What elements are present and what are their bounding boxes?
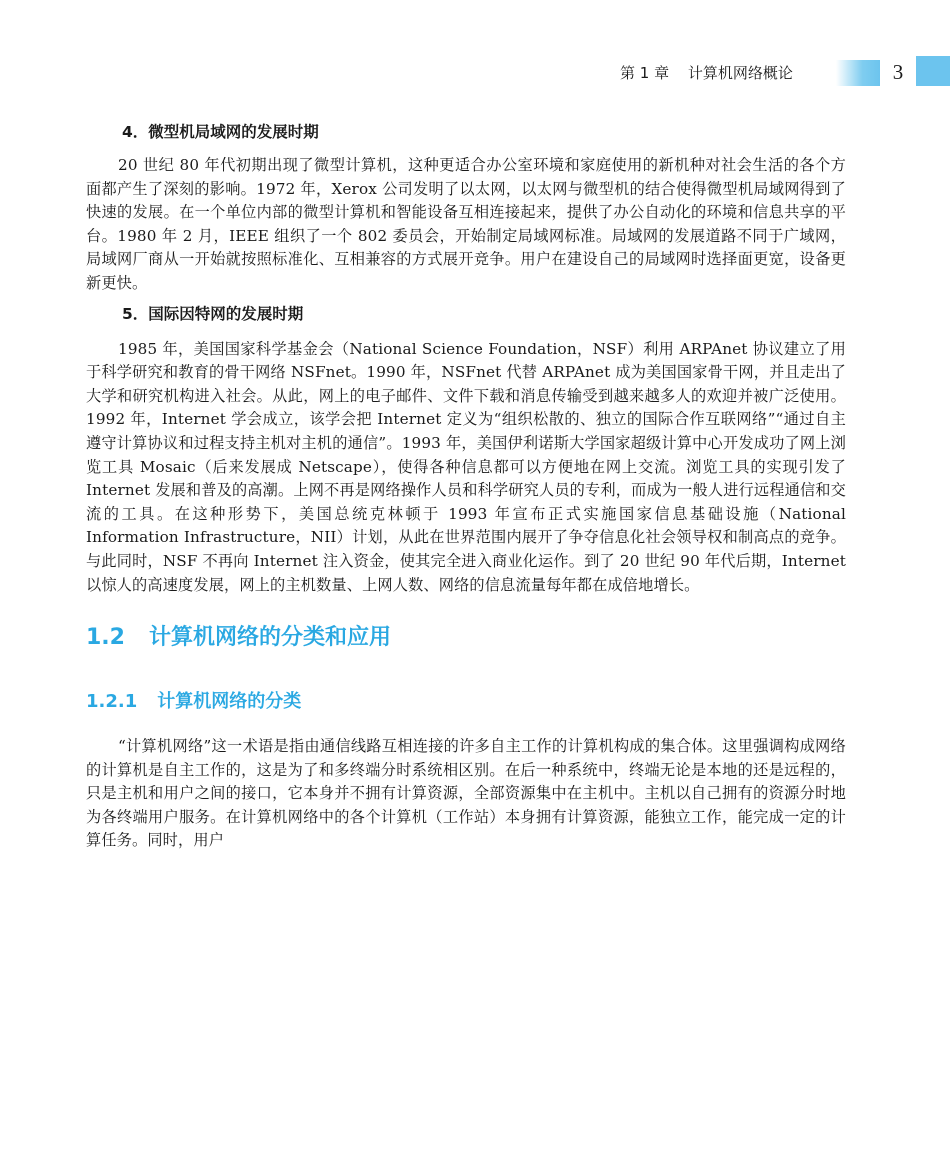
subsection-number: 1.2.1: [86, 691, 138, 713]
paragraph-lan-era: 20 世纪 80 年代初期出现了微型计算机，这种更适合办公室环境和家庭使用的新机种对社会生活的各个方面都产生了深刻的影响。1972 年，Xerox 公司发明了以太网，以太网与微型机的结合使得微型机局域网得到了快速的发展。在一个单位内部的微型计算机和智能设备互相连接起来，提供了办公自动化的环境和信息共享的平台。1980 年 2 月，IEEE 组织了一个 802 委员会，开始制定局域网标准。局域网的发展道路不同于广域网，局域网厂商从一开始就按照标准化、互相兼容的方式展开竞争。用户在建设自己的局域网时选择面更宽，设备更新更快。: [86, 156, 846, 292]
section-heading: [86, 617, 846, 659]
paragraph-internet-era: 1985 年，美国国家科学基金会（National Science Foundation，NSF）利用 ARPAnet 协议建立了用于科学研究和教育的骨干网络 NSFnet。1990 年，NSFnet 代替 ARPAnet 成为美国国家骨干网，并且走出了大学和研究机构进入社会。从此，网上的电子邮件、文件下载和消息传输受到越来越多人的欢迎并被广泛使用。1992 年，Internet 学会成立，该学会把 Internet 定义为“组织松散的、独立的国际合作互联网络”“通过自主遵守计算协议和过程支持主机对主机的通信”。1993 年，美国伊利诺斯大学国家超级计算中心开发成功了网上浏览工具 Mosaic（后来发展成 Netscape），使得各种信息都可以方便地在网上交流。浏览工具的实现引发了 Internet 发展和普及的高潮。上网不再是网络操作人员和科学研究人员的专利，而成为一般人进行远程通信和交流的工具。在这种形势下，美国总统克林顿于 1993 年宣布正式实施国家信息基础设施（National Information Infrastructure，NII）计划，从此在世界范围内展开了争夺信息化社会领导权和制高点的竞争。与此同时，NSF 不再向 Internet 注入资金，使其完全进入商业化运作。到了 20 世纪 90 年代后期，Internet 以惊人的高速度发展，网上的主机数量、上网人数、网络的信息流量每年都在成倍地增长。: [86, 339, 846, 594]
header-tab-block: [916, 56, 950, 86]
paragraph-network-classification: “计算机网络”这一术语是指由通信线路互相连接的许多自主工作的计算机构成的集合体。这里强调构成网络的计算机是自主工作的，这是为了和多终端分时系统相区别。在后一种系统中，终端无论是本地的还是远程的，只是主机和用户之间的接口，它本身并不拥有计算资源，全部资源集中在主机中。主机以自己拥有的资源分时地为各终端用户服务。在计算机网络中的各个计算机（工作站）本身拥有计算资源，能独立工作，能完成一定的计算任务。同时，用户: [86, 737, 846, 850]
page-body: [86, 116, 846, 853]
page-number: 3: [892, 60, 904, 84]
subheading-internet-era: 5．国际因特网的发展时期: [122, 304, 304, 323]
section-number: 1.2: [86, 625, 125, 651]
running-header: [620, 58, 793, 88]
chapter-title: 计算机网络概论: [687, 64, 793, 82]
header-tab-gradient: [836, 60, 880, 86]
chapter-label: 第 1 章: [620, 64, 670, 82]
subsection-heading: [86, 685, 846, 719]
subheading-lan-era: 4．微型机局域网的发展时期: [122, 123, 319, 141]
subsection-title: 计算机网络的分类: [157, 691, 302, 713]
section-title: 计算机网络的分类和应用: [148, 625, 391, 651]
